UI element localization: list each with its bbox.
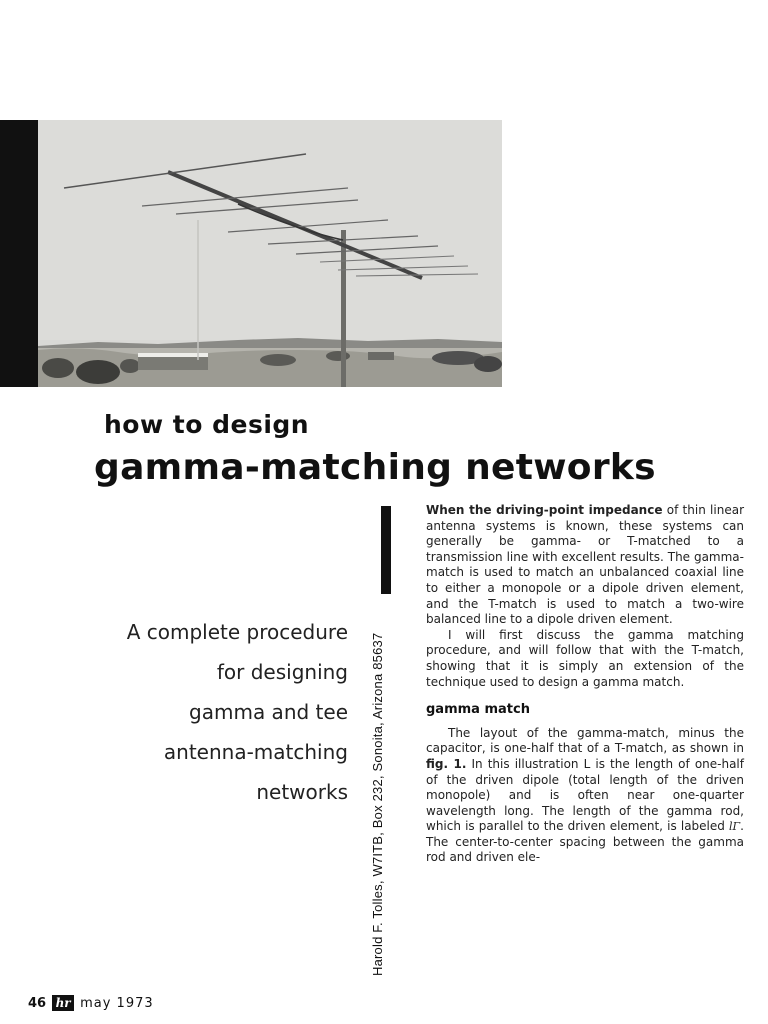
body-paragraph: I will first discuss the gamma matching procedure, and will follow that with the T-match, showing that it is simply an extension of the technique used to design a gamma match. xyxy=(426,627,744,689)
gamma-rod-symbol: lΓ xyxy=(729,820,741,834)
byline-rule xyxy=(381,506,391,594)
article-headline: gamma-matching networks xyxy=(94,447,656,488)
body-paragraph xyxy=(426,726,744,866)
subtitle-line: A complete procedure xyxy=(126,620,348,644)
paragraph-text: In this illustration L is the length of one-half of the driven dipole (total length of the driven monopole) and is often near one-quarter wavelength long. The length of the gamma rod, which is parallel to the driven element, is labeled xyxy=(426,756,744,834)
lead-in: When the driving-point impedance xyxy=(426,503,663,517)
issue-date: may 1973 xyxy=(80,995,154,1011)
paragraph-text: The layout of the gamma-match, minus the capacitor, is one-half that of a T-match, as shown in xyxy=(426,725,744,756)
subtitle-line: antenna-matching xyxy=(163,740,348,764)
article-subtitle xyxy=(80,612,348,812)
paragraph-text: of thin linear antenna systems is known, these systems can generally be gamma- or T-matched to a transmission line with excellent results. The gamma-match is used to match an unbalanced coaxial line to either a monopole or a dipole driven element, and the T-match is used to match a two-wire balanced line to a dipole driven element. xyxy=(426,503,745,627)
page-number: 46 xyxy=(28,995,47,1011)
figure-reference: fig. 1. xyxy=(426,756,467,771)
subtitle-line: networks xyxy=(256,780,348,804)
page-footer xyxy=(28,995,154,1011)
body-text-column xyxy=(426,503,744,866)
magazine-logo: hr xyxy=(52,995,74,1011)
subtitle-line: for designing xyxy=(216,660,348,684)
subtitle-line: gamma and tee xyxy=(189,700,348,724)
paragraph-text: . The center-to-center spacing between the gamma rod and driven ele- xyxy=(426,819,744,865)
section-heading: gamma match xyxy=(426,702,530,718)
author-byline: Harold F. Tolles, W7ITB, Box 232, Sonoita, Arizona 85637 xyxy=(370,632,385,976)
photo-edge-bar xyxy=(0,120,38,387)
body-paragraph xyxy=(426,503,744,628)
article-kicker: how to design xyxy=(104,410,310,439)
antenna-photo xyxy=(38,120,502,387)
